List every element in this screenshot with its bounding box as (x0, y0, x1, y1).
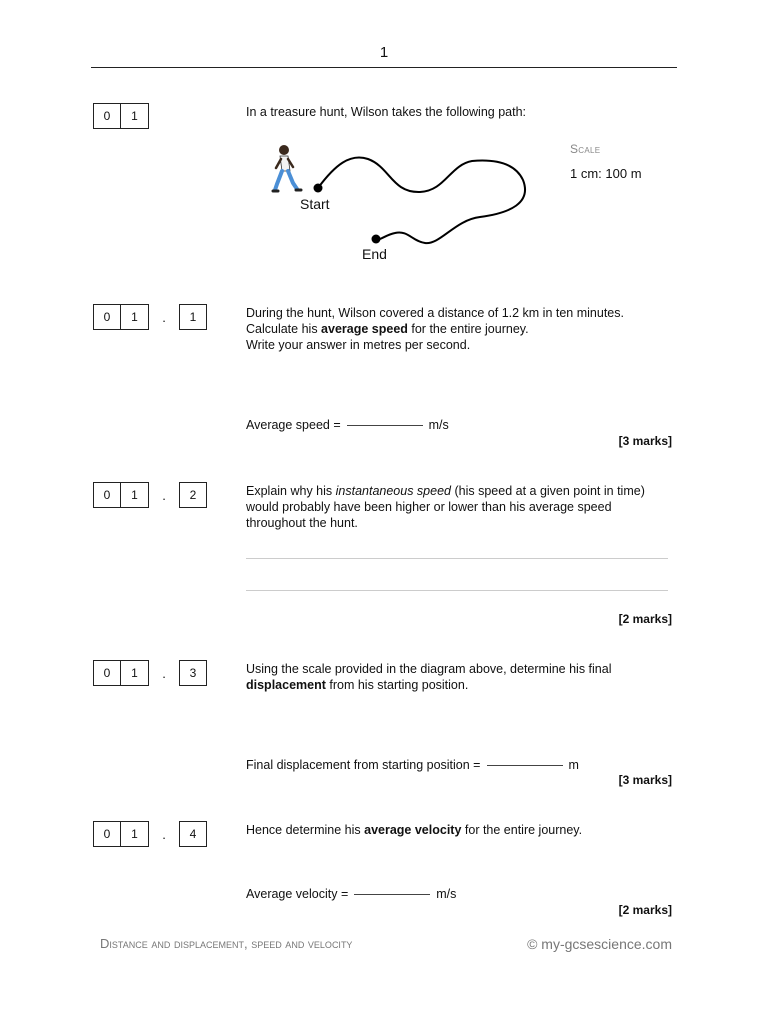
question-digit: 2 (179, 482, 207, 508)
question-line: displacement from his starting position. (246, 678, 469, 692)
question-digit: 1 (121, 821, 149, 847)
question-digit: 1 (121, 304, 149, 330)
question-line: Using the scale provided in the diagram above, determine his final (246, 662, 612, 676)
path-diagram (240, 135, 560, 270)
question-digit: 0 (93, 660, 121, 686)
start-label: Start (300, 196, 330, 212)
marks-label: [3 marks] (618, 773, 672, 787)
end-label: End (362, 246, 387, 262)
question-digit: 3 (179, 660, 207, 686)
question-separator: . (162, 487, 166, 503)
question-digit: 0 (93, 482, 121, 508)
question-text (246, 822, 582, 838)
question-line: Explain why his instantaneous speed (his speed at a given point in time) (246, 484, 645, 498)
question-line: Write your answer in metres per second. (246, 338, 471, 352)
question-separator: . (162, 665, 166, 681)
question-line: would probably have been higher or lower than his average speed (246, 500, 612, 514)
question-line: Calculate his average speed for the entire journey. (246, 322, 529, 336)
answer-unit: m/s (428, 418, 449, 432)
question-separator: . (162, 309, 166, 325)
answer-blank[interactable] (354, 894, 430, 895)
question-digit: 1 (179, 304, 207, 330)
question-digit: 0 (93, 821, 121, 847)
answer-blank[interactable] (487, 765, 563, 766)
scale-title: Scale (570, 142, 601, 156)
answer-label: Average velocity = (246, 887, 349, 901)
page-number: 1 (379, 44, 389, 61)
question-digit: 0 (93, 103, 121, 129)
question-digit: 1 (121, 103, 149, 129)
answer-writing-line[interactable] (246, 558, 668, 559)
treasure-path (318, 157, 525, 243)
question-text (246, 661, 612, 693)
marks-label: [2 marks] (618, 903, 672, 917)
footer-copyright: © my-gcsescience.com (527, 936, 672, 952)
answer-writing-line[interactable] (246, 590, 668, 591)
question-text (246, 483, 645, 531)
answer-row (246, 417, 449, 433)
answer-row (246, 886, 456, 902)
answer-label: Final displacement from starting position = (246, 758, 481, 772)
question-number-box (93, 103, 149, 129)
marks-label: [2 marks] (618, 612, 672, 626)
question-digit: 1 (121, 482, 149, 508)
question-digit: 1 (121, 660, 149, 686)
question-text (246, 305, 624, 353)
answer-unit: m (568, 758, 579, 772)
answer-row (246, 757, 579, 773)
answer-label: Average speed = (246, 418, 341, 432)
question-number-box (93, 821, 207, 847)
answer-unit: m/s (436, 887, 457, 901)
question-number-box (93, 482, 207, 508)
question-line: During the hunt, Wilson covered a distance of 1.2 km in ten minutes. (246, 306, 624, 320)
question-line: throughout the hunt. (246, 516, 358, 530)
question-line: Hence determine his average velocity for the entire journey. (246, 823, 583, 837)
question-digit: 0 (93, 304, 121, 330)
answer-blank[interactable] (347, 425, 423, 426)
end-point (372, 235, 381, 244)
question-digit: 4 (179, 821, 207, 847)
question-separator: . (162, 826, 166, 842)
footer-topic: Distance and displacement, speed and velocity (100, 936, 353, 951)
question-number-box (93, 660, 207, 686)
header-rule (91, 67, 677, 68)
scale-value: 1 cm: 100 m (570, 166, 642, 181)
question-intro: In a treasure hunt, Wilson takes the following path: (246, 105, 527, 119)
walking-person-icon (273, 145, 301, 191)
start-point (314, 184, 323, 193)
question-number-box (93, 304, 207, 330)
marks-label: [3 marks] (618, 434, 672, 448)
